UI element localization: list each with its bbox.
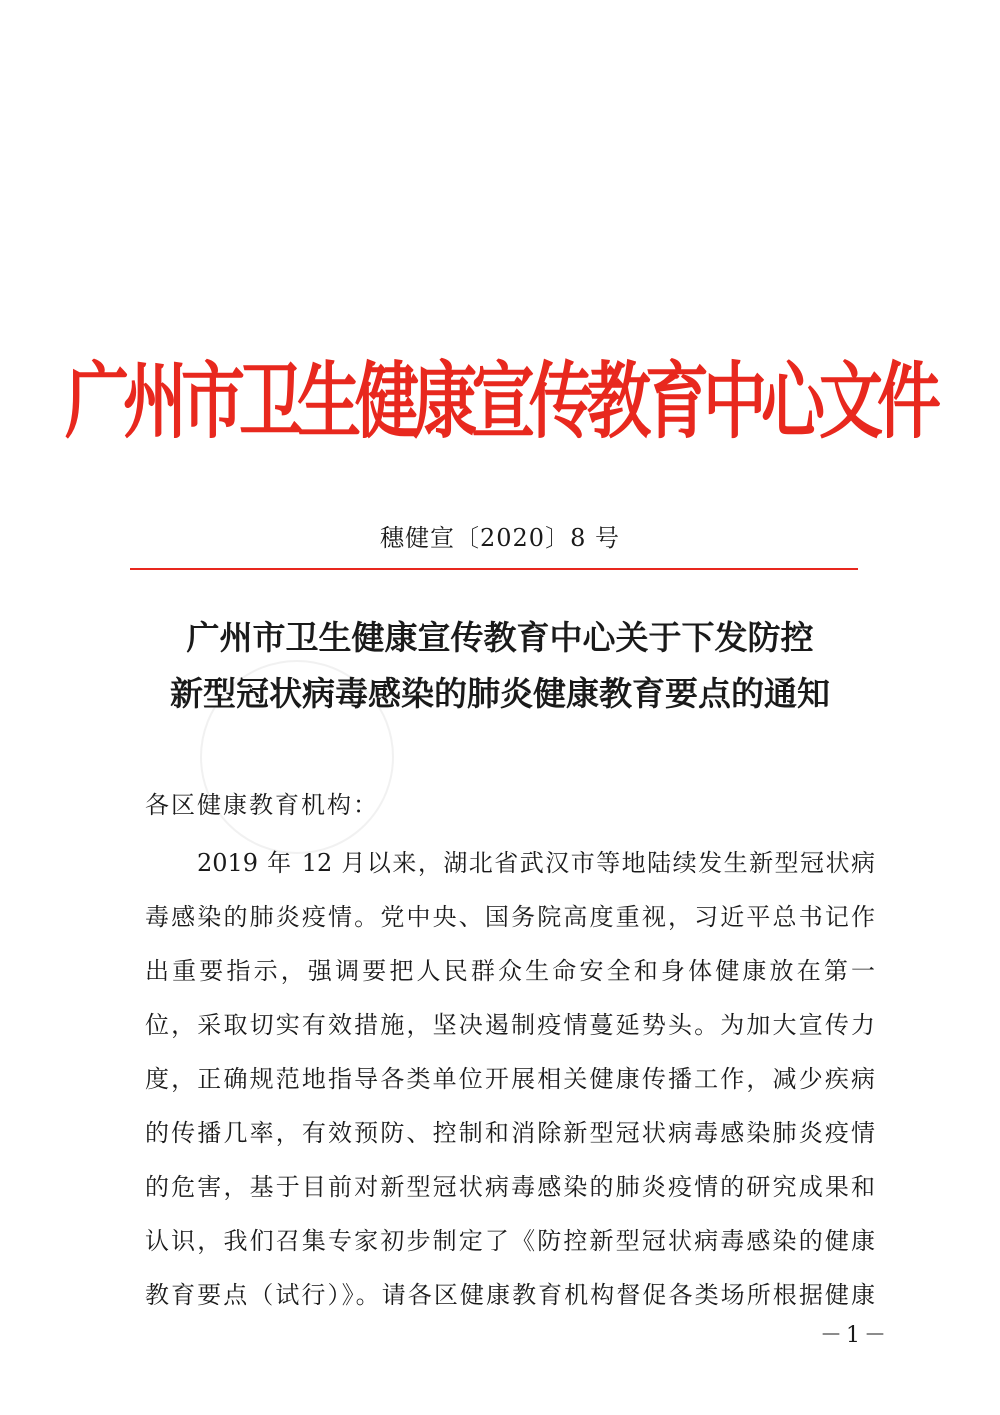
- body-line: 的传播几率，有效预防、控制和消除新型冠状病毒感染肺炎疫情: [145, 1119, 875, 1147]
- body-line: 的危害，基于目前对新型冠状病毒感染的肺炎疫情的研究成果和: [145, 1173, 875, 1201]
- page-number: －1－: [820, 1323, 890, 1348]
- body-line: 度，正确规范地指导各类单位开展相关健康传播工作，减少疾病: [145, 1065, 875, 1093]
- salutation: 各区健康教育机构：: [145, 791, 379, 819]
- body-line: 2019 年 12 月以来，湖北省武汉市等地陆续发生新型冠状病: [197, 849, 875, 877]
- notice-title-line-2: 新型冠状病毒感染的肺炎健康教育要点的通知: [170, 674, 830, 713]
- body-line: 认识，我们召集专家初步制定了《防控新型冠状病毒感染的健康: [145, 1227, 875, 1255]
- body-line: 毒感染的肺炎疫情。党中央、国务院高度重视，习近平总书记作: [145, 903, 875, 931]
- body-paragraph: [145, 836, 875, 1322]
- notice-title-line-1: 广州市卫生健康宣传教育中心关于下发防控: [186, 618, 814, 657]
- notice-title: [100, 610, 900, 722]
- document-number: 穗健宣〔2020〕8 号: [380, 524, 620, 552]
- issuer-header-title: 广州市卫生健康宣传教育中心文件: [65, 353, 935, 451]
- body-line: 位，采取切实有效措施，坚决遏制疫情蔓延势头。为加大宣传力: [145, 1011, 875, 1039]
- body-line: 出重要指示，强调要把人民群众生命安全和身体健康放在第一: [145, 957, 875, 985]
- red-divider-line: [130, 568, 858, 570]
- body-line: 教育要点（试行）》。请各区健康教育机构督促各类场所根据健康: [145, 1281, 875, 1309]
